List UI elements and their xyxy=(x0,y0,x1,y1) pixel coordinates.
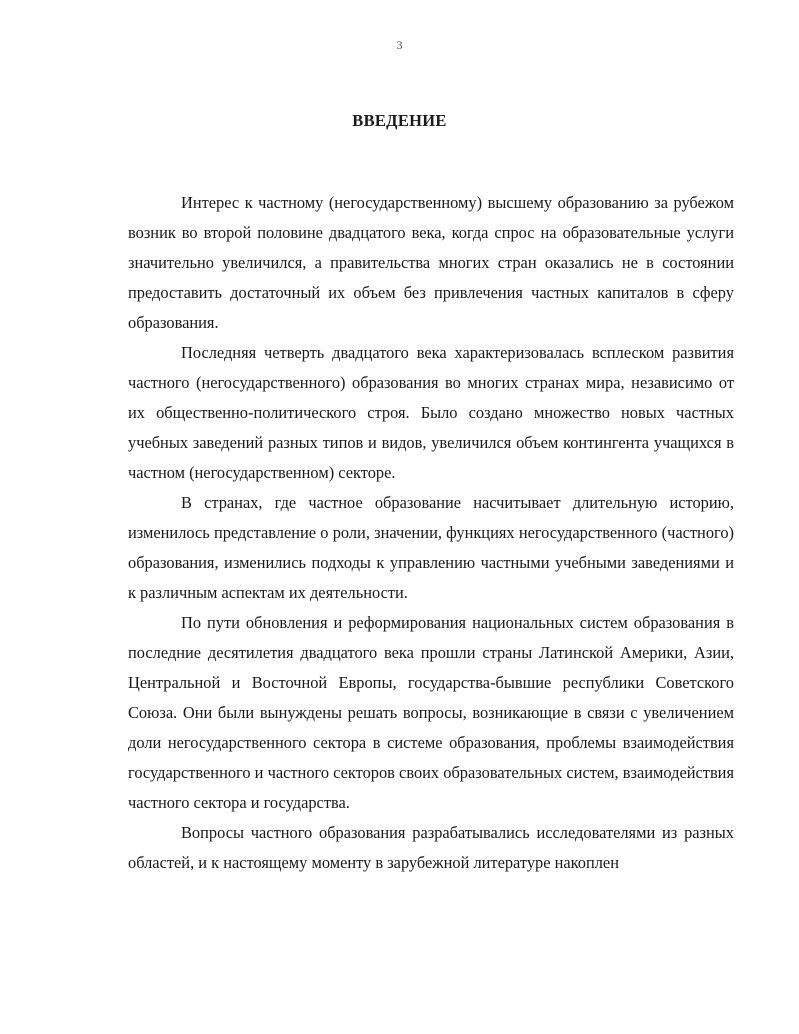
section-title: ВВЕДЕНИЕ xyxy=(352,111,447,131)
paragraph-4: По пути обновления и реформирования национальных систем образования в последние десятилетия двадцатого века прошли страны Латинской Америки, Азии, Центральной и Восточной Европы, государства-бывшие республики Советского Союза. Они были вынуждены решать вопросы, возникающие в связи с увеличением доли негосударственного сектора в системе образования, проблемы взаимодействия государственного и частного секторов своих образовательных систем, взаимодействия частного сектора и государства. xyxy=(128,613,734,812)
paragraph-2: Последняя четверть двадцатого века характеризовалась всплеском развития частного (негосударственного) образования во многих странах мира, независимо от их общественно-политического строя. Было создано множество новых частных учебных заведений разных типов и видов, увеличился объем контингента учащихся в частном (негосударственном) секторе. xyxy=(128,343,734,482)
body-text xyxy=(128,188,734,878)
page-number: 3 xyxy=(396,38,403,52)
paragraph-5: Вопросы частного образования разрабатывались исследователями из разных областей, и к настоящему моменту в зарубежной литературе накоплен xyxy=(128,823,734,872)
paragraph-3: В странах, где частное образование насчитывает длительную историю, изменилось представление о роли, значении, функциях негосударственного (частного) образования, изменились подходы к управлению частными учебными заведениями и к различным аспектам их деятельности. xyxy=(128,493,734,602)
paragraph-1: Интерес к частному (негосударственному) высшему образованию за рубежом возник во второй половине двадцатого века, когда спрос на образовательные услуги значительно увеличился, а правительства многих стран оказались не в состоянии предоставить достаточный их объем без привлечения частных капиталов в сферу образования. xyxy=(128,193,734,332)
